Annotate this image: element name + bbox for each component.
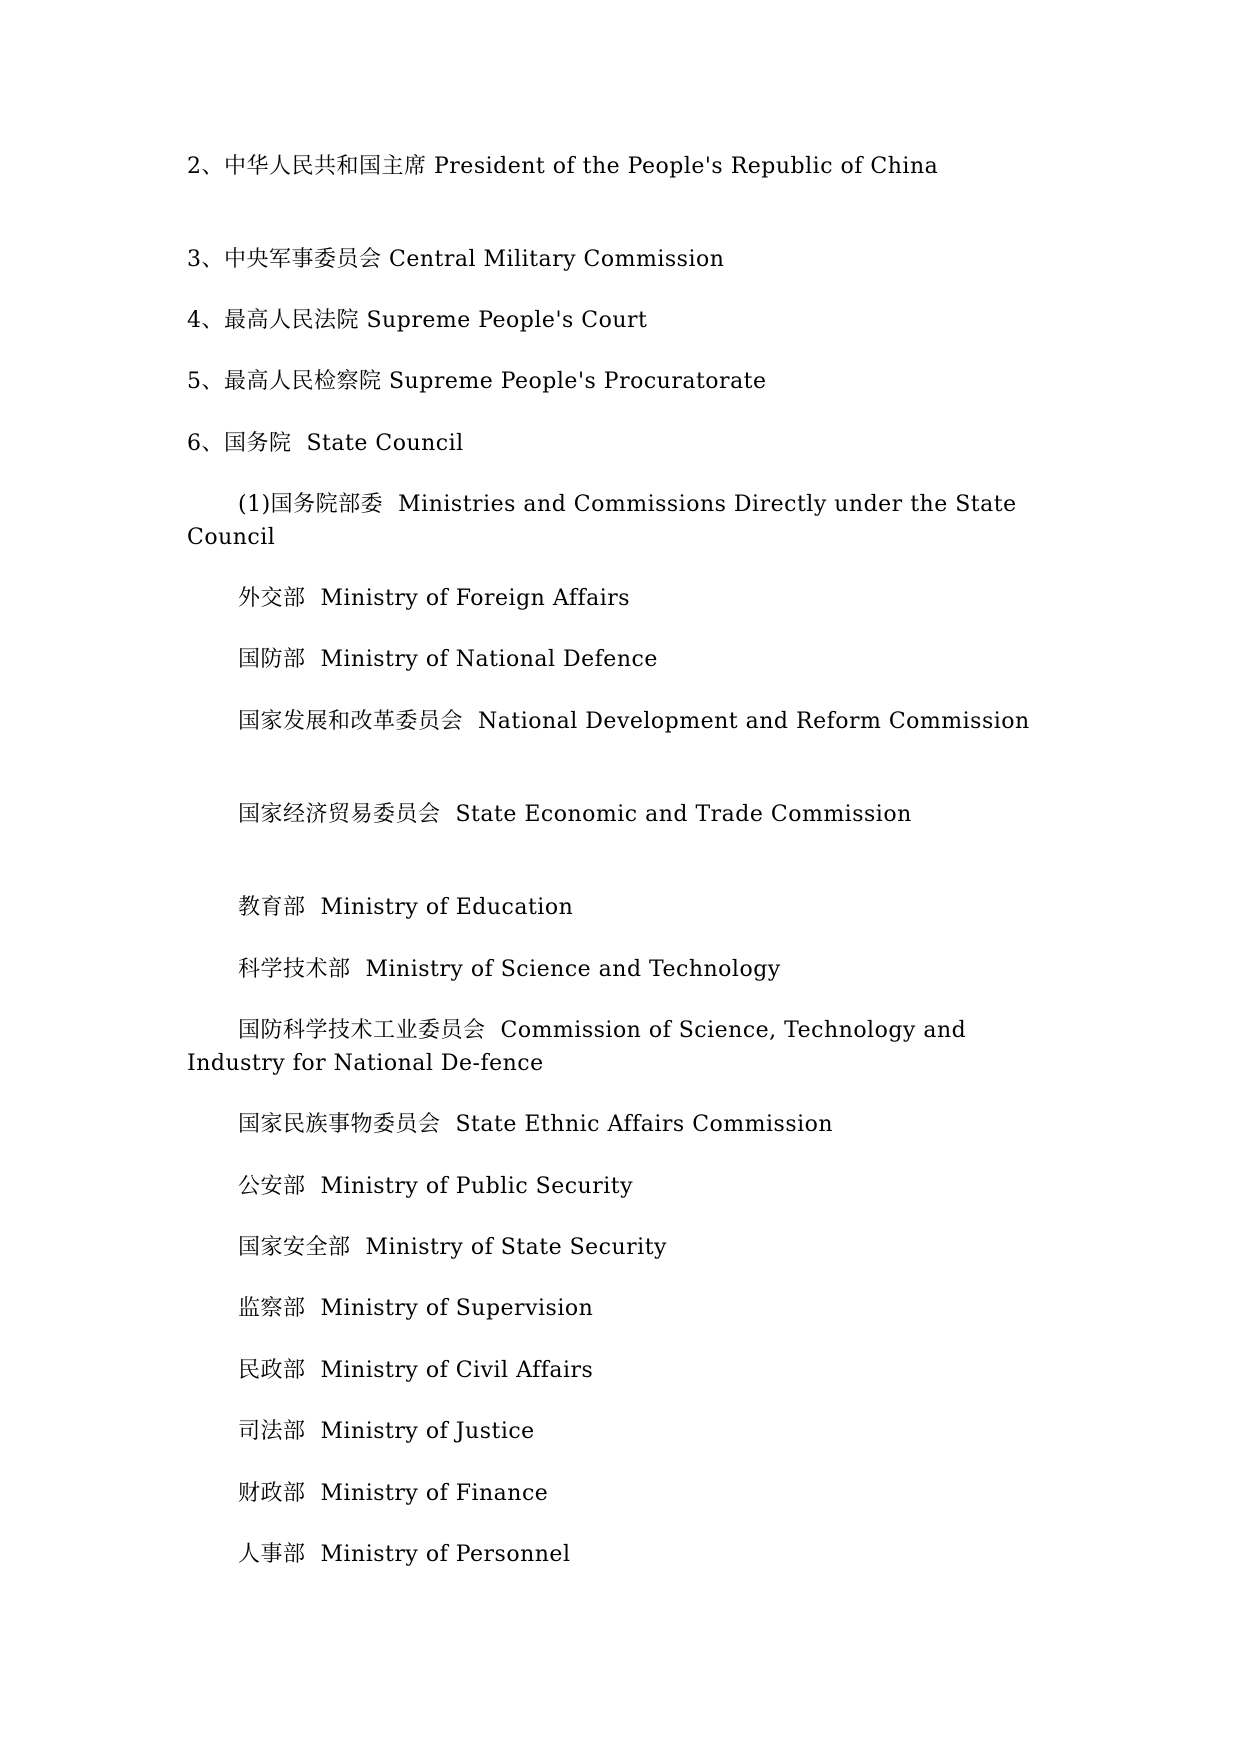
ministry-personnel: 人事部 Ministry of Personnel (238, 1542, 571, 1567)
ministry-ndrc: 国家发展和改革委员会 National Development and Reform Commission (238, 709, 1030, 734)
ministry-education: 教育部 Ministry of Education (238, 895, 574, 920)
ministry-national-defence: 国防部 Ministry of National Defence (238, 647, 658, 672)
item-central-military-commission: 3、中央军事委员会 Central Military Commission (187, 247, 725, 272)
item-president: 2、中华人民共和国主席 President of the People's Republic of China (187, 154, 939, 179)
commission-science-industry-defence-cont: Industry for National De-fence (187, 1051, 544, 1076)
item-state-council: 6、国务院 State Council (187, 431, 464, 456)
commission-ethnic-affairs: 国家民族事物委员会 State Ethnic Affairs Commission (238, 1112, 834, 1137)
ministry-finance: 财政部 Ministry of Finance (238, 1481, 549, 1506)
ministry-supervision: 监察部 Ministry of Supervision (238, 1296, 594, 1321)
ministry-justice: 司法部 Ministry of Justice (238, 1419, 535, 1444)
ministry-foreign-affairs: 外交部 Ministry of Foreign Affairs (238, 586, 631, 611)
subsection-ministries-heading: (1)国务院部委 Ministries and Commissions Directly under the State (238, 492, 1017, 517)
ministry-civil-affairs: 民政部 Ministry of Civil Affairs (238, 1358, 594, 1383)
ministry-science-technology: 科学技术部 Ministry of Science and Technology (238, 957, 781, 982)
item-supreme-court: 4、最高人民法院 Supreme People's Court (187, 308, 648, 333)
commission-science-industry-defence: 国防科学技术工业委员会 Commission of Science, Technology and (238, 1018, 967, 1043)
item-supreme-procuratorate: 5、最高人民检察院 Supreme People's Procuratorate (187, 369, 767, 394)
ministry-economic-trade: 国家经济贸易委员会 State Economic and Trade Commission (238, 802, 912, 827)
ministry-public-security: 公安部 Ministry of Public Security (238, 1174, 634, 1199)
subsection-ministries-heading-cont: Council (187, 525, 276, 550)
ministry-state-security: 国家安全部 Ministry of State Security (238, 1235, 667, 1260)
